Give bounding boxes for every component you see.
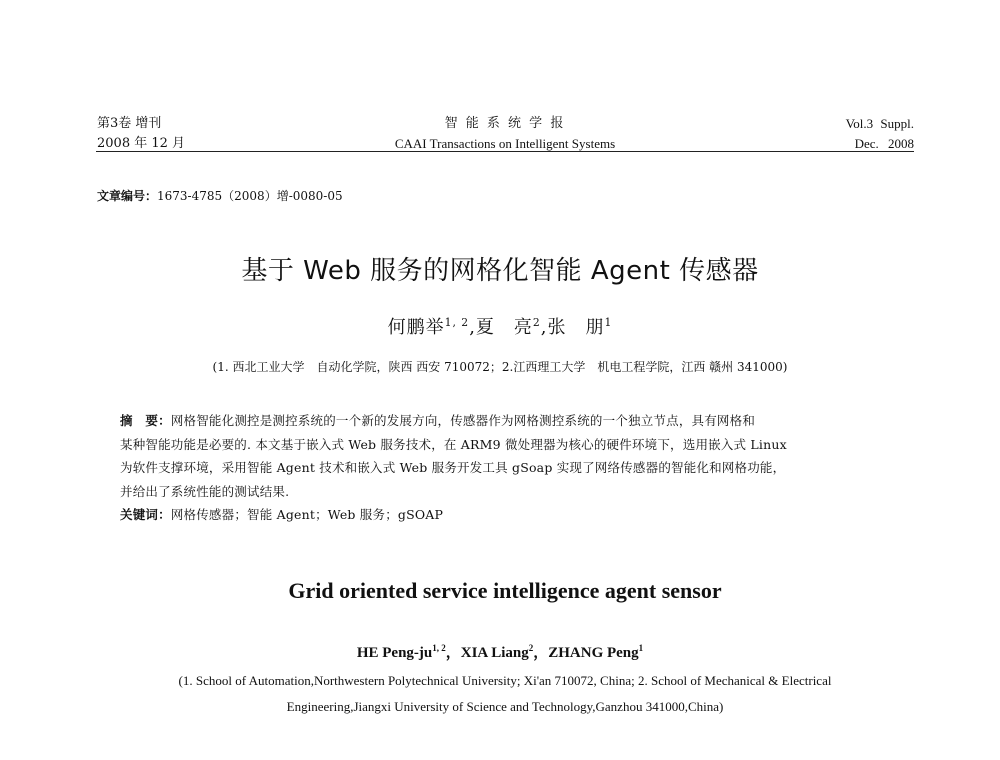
publication-date: 2008 年 12 月 <box>97 136 186 151</box>
abstract-cn <box>120 409 910 527</box>
author-separator-en: ， <box>445 645 461 661</box>
abstract-line: 为软件支撑环境，采用智能 Agent 技术和嵌入式 Web 服务开发工具 gSoap 实现了网络传感器的智能化和网格功能， <box>120 460 786 475</box>
authors-cn <box>0 313 1000 339</box>
author-1-cn: 何鹏举 <box>387 317 445 338</box>
journal-name-en: CAAI Transactions on Intelligent Systems <box>394 136 616 151</box>
title-en: Grid oriented service intelligence agent sensor <box>288 578 722 603</box>
author-3-en: ZHANG Peng <box>548 645 639 661</box>
abstract-line: 并给出了系统性能的测试结果. <box>120 483 290 499</box>
header-rule <box>96 151 914 152</box>
author-3-affil-en: 1 <box>638 643 644 653</box>
affiliation-en-line1: (1. School of Automation,Northwestern Polytechnical University; Xi'an 710072, China; 2. School of Mechanical & Electrical <box>178 673 832 688</box>
author-2-cn: 夏 亮 <box>475 317 533 338</box>
date-en: Dec. 2008 <box>854 136 914 151</box>
author-3-cn: 张 朋 <box>547 317 605 338</box>
article-number-value: 1673-4785（2008）增-0080-05 <box>157 189 343 203</box>
author-2-affil: 2 <box>532 316 541 329</box>
author-2-affil-en: 2 <box>528 643 534 653</box>
author-1-affil: 1, 2 <box>444 316 470 329</box>
article-number-label: 文章编号： <box>97 189 158 203</box>
author-2-en: XIA Liang <box>460 645 529 661</box>
journal-name <box>340 114 670 154</box>
title-cn: 基于 Web 服务的网格化智能 Agent 传感器 <box>241 256 759 286</box>
journal-volume <box>97 114 185 154</box>
volume-issue: 第3卷 增刊 <box>97 116 162 131</box>
keywords-label: 关键词： <box>120 507 171 522</box>
author-1-affil-en: 1, 2 <box>432 643 446 653</box>
author-separator-en: ， <box>533 645 549 661</box>
authors-en <box>0 641 1000 662</box>
author-1-en: HE Peng-ju <box>356 645 433 661</box>
affiliation-en <box>0 668 1000 720</box>
journal-volume-en <box>700 114 914 154</box>
affiliation-en-line2: Engineering,Jiangxi University of Science and Technology,Ganzhou 341000,China) <box>286 699 724 714</box>
abstract-line: 某种智能功能是必要的. 本文基于嵌入式 Web 服务技术，在 ARM9 微处理器为核心的硬件环境下，选用嵌入式 Linux <box>120 436 787 452</box>
author-separator: , <box>469 317 476 338</box>
abstract-line <box>120 409 910 433</box>
author-separator: , <box>540 317 548 338</box>
keywords-cn <box>120 503 910 527</box>
abstract-label: 摘 要： <box>120 413 171 428</box>
volume-en: Vol.3 Suppl. <box>845 116 914 131</box>
author-3-affil: 1 <box>604 316 613 329</box>
article-number <box>97 187 343 204</box>
affiliation-cn: (1. 西北工业大学 自动化学院，陕西 西安 710072；2.江西理工大学 机电工程学院，江西 赣州 341000) <box>212 360 788 374</box>
abstract-text: 网格智能化测控是测控系统的一个新的发展方向，传感器作为网格测控系统的一个独立节点，具有网格和 <box>170 413 756 428</box>
journal-name-cn: 智 能 系 统 学 报 <box>444 116 566 131</box>
keywords-value: 网格传感器；智能 Agent；Web 服务；gSOAP <box>170 507 444 522</box>
